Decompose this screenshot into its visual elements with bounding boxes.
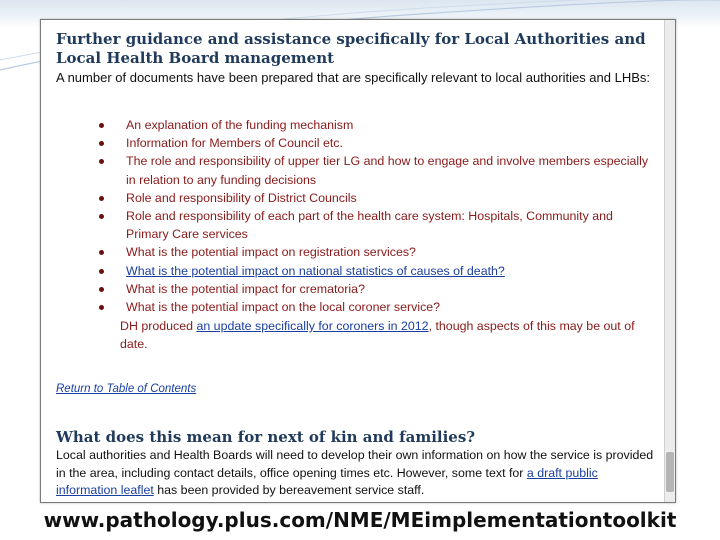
document-screenshot xyxy=(40,19,676,503)
bullet-icon xyxy=(99,159,104,164)
bullet-icon xyxy=(99,196,104,201)
list-item-text: Role and responsibility of each part of the health care system: Hospitals, Community and Primary Care services xyxy=(126,209,613,242)
next-of-kin-paragraph xyxy=(56,447,656,500)
list-item xyxy=(96,298,656,316)
paragraph-text: Local authorities and Health Boards will need to develop their own information on how the service is provided in the area, including contact details, office opening times etc. However, some text for xyxy=(56,448,654,480)
list-item xyxy=(96,116,656,134)
list-item xyxy=(96,207,656,243)
return-to-toc-link[interactable]: Return to Table of Contents xyxy=(56,383,197,395)
bullet-icon xyxy=(99,269,104,274)
national-statistics-link[interactable]: What is the potential impact on national statistics of causes of death? xyxy=(126,263,505,278)
paragraph-text: has been provided by bereavement service staff. xyxy=(153,483,425,497)
list-item-text: An explanation of the funding mechanism xyxy=(126,118,354,132)
list-item xyxy=(96,262,656,280)
document-list xyxy=(96,116,656,316)
bullet-icon xyxy=(99,214,104,219)
list-item-text: What is the potential impact for crematoria? xyxy=(126,281,365,296)
bullet-icon xyxy=(99,123,104,128)
list-item xyxy=(96,152,656,188)
note-text: , though aspects of this may be out of date. xyxy=(120,319,635,352)
list-item-text: The role and responsibility of upper tier LG and how to engage and involve members especially in relation to any funding decisions xyxy=(126,154,649,187)
list-item xyxy=(96,189,656,207)
list-item xyxy=(96,134,656,152)
intro-paragraph: A number of documents have been prepared that are specifically relevant to local authorities and LHBs: xyxy=(56,70,651,85)
list-item-text: What is the potential impact on the local coroner service? xyxy=(126,300,441,315)
coroner-note xyxy=(120,317,655,353)
scrollbar-thumb[interactable] xyxy=(666,452,674,492)
bullet-icon xyxy=(99,141,104,146)
bullet-icon xyxy=(99,305,104,310)
bullet-icon xyxy=(99,250,104,255)
list-item-text: What is the potential impact on registration services? xyxy=(126,245,416,260)
section-heading-next-of-kin: What does this mean for next of kin and families? xyxy=(56,428,476,446)
vertical-scrollbar[interactable] xyxy=(664,20,675,502)
coroner-update-link[interactable]: an update specifically for coroners in 2012 xyxy=(196,319,429,333)
list-item-text: Role and responsibility of District Councils xyxy=(126,190,357,205)
document-page xyxy=(41,20,663,502)
bullet-icon xyxy=(99,287,104,292)
list-item xyxy=(96,243,656,261)
note-text: DH produced xyxy=(120,319,197,333)
list-item xyxy=(96,280,656,298)
footer-url: www.pathology.plus.com/NME/MEimplementationtoolkit xyxy=(43,508,677,532)
list-item-text: Information for Members of Council etc. xyxy=(126,136,343,151)
section-heading-local-authorities: Further guidance and assistance specifically for Local Authorities and Local Health Board management xyxy=(56,30,646,67)
public-information-leaflet-link[interactable]: a draft public information leaflet xyxy=(56,465,598,497)
